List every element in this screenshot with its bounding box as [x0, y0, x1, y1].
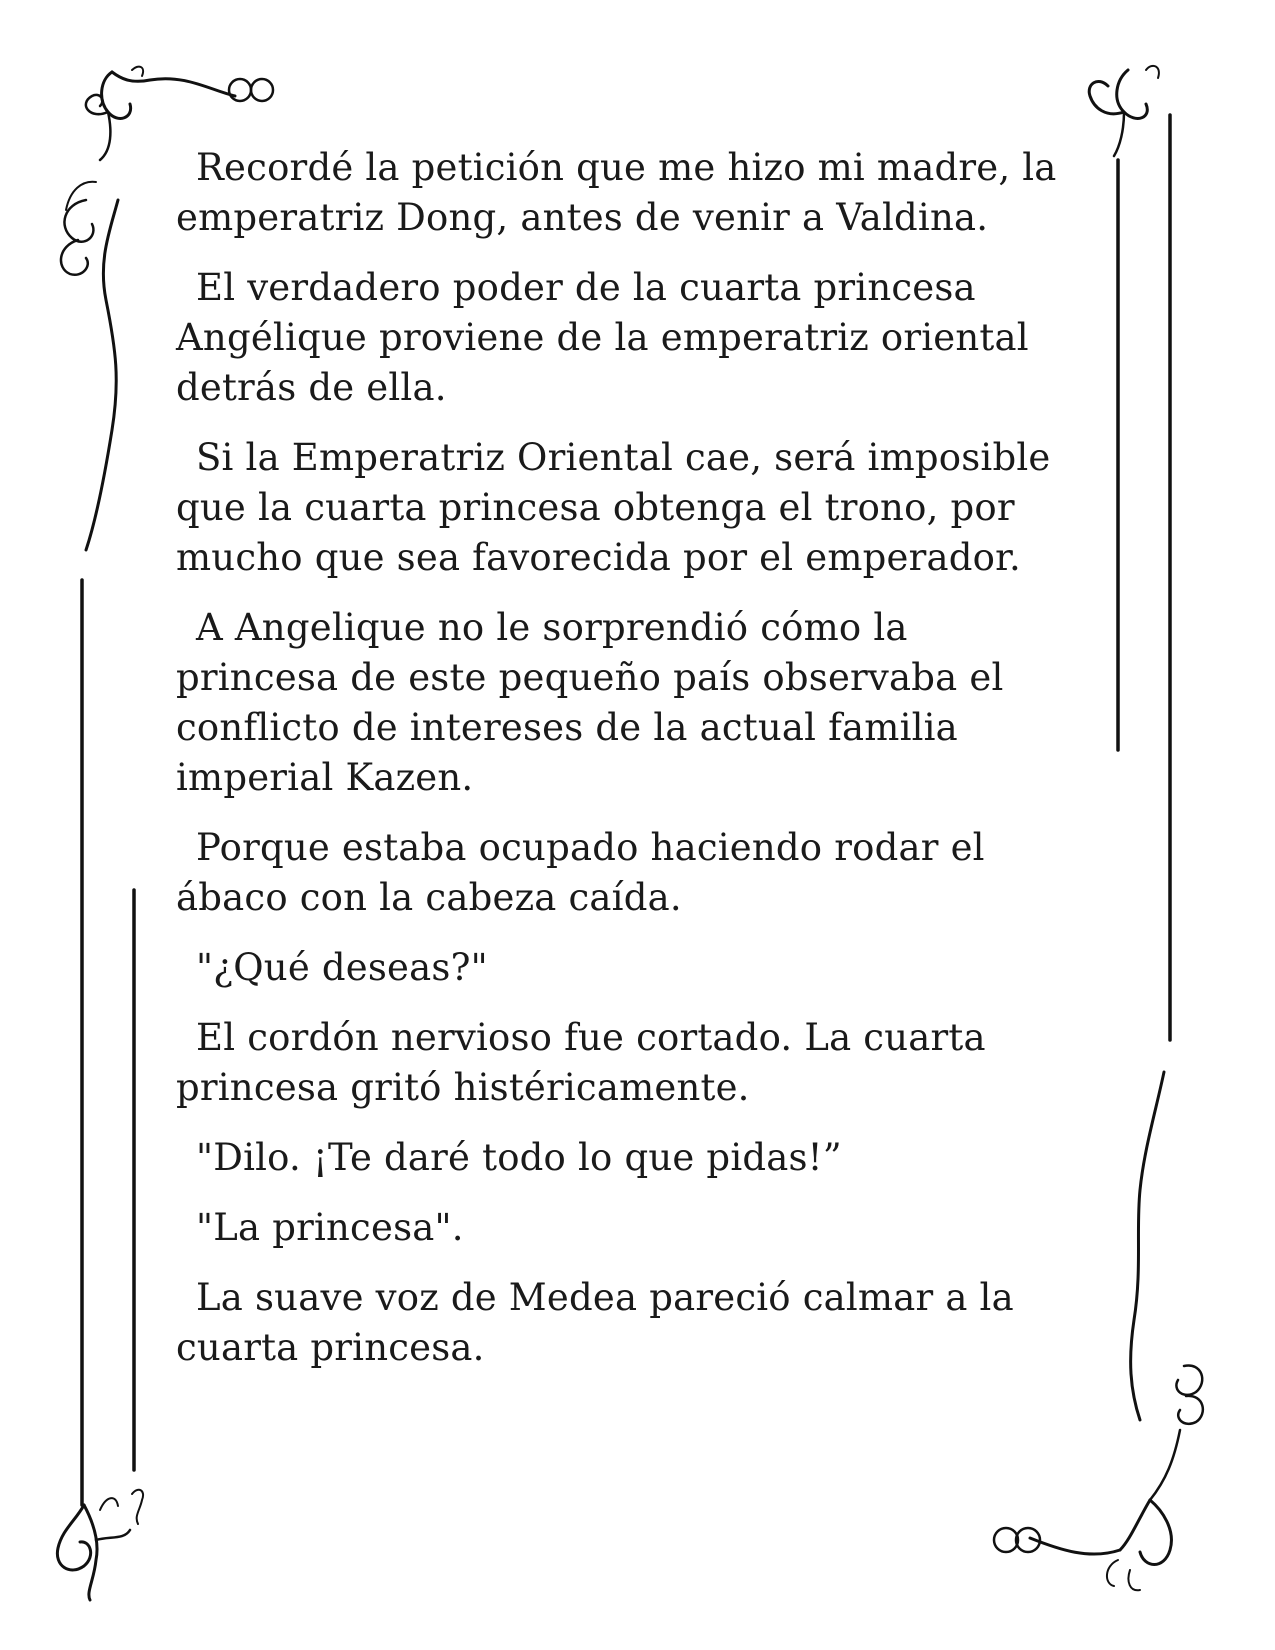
paragraph-4: A Angelique no le sorprendió cómo la princesa de este pequeño país observaba el conflicto de intereses de la actual familia imperial Kazen.	[176, 606, 1004, 799]
paragraph-7: El cordón nervioso fue cortado. La cuarta princesa gritó histéricamente.	[176, 1016, 986, 1109]
paragraph-2: El verdadero poder de la cuarta princesa Angélique proviene de la emperatriz oriental detrás de ella.	[176, 266, 1029, 409]
paragraph-10: La suave voz de Medea pareció calmar a la cuarta princesa.	[176, 1276, 1014, 1369]
top-right-flourish-icon	[1089, 66, 1159, 156]
paragraph-3: Si la Emperatriz Oriental cae, será imposible que la cuarta princesa obtenga el trono, por mucho que sea favorecida por el emperador.	[176, 436, 1051, 579]
page-text	[176, 143, 1081, 1393]
paragraph-1: Recordé la petición que me hizo mi madre, la emperatriz Dong, antes de venir a Valdina.	[176, 146, 1057, 239]
paragraph-9: "La princesa".	[196, 1206, 464, 1249]
paragraph-5: Porque estaba ocupado haciendo rodar el ábaco con la cabeza caída.	[176, 826, 985, 919]
paragraph-6: "¿Qué deseas?"	[196, 946, 488, 989]
bottom-left-flourish-icon	[57, 1490, 143, 1600]
paragraph-8: "Dilo. ¡Te daré todo lo que pidas!”	[196, 1136, 842, 1179]
